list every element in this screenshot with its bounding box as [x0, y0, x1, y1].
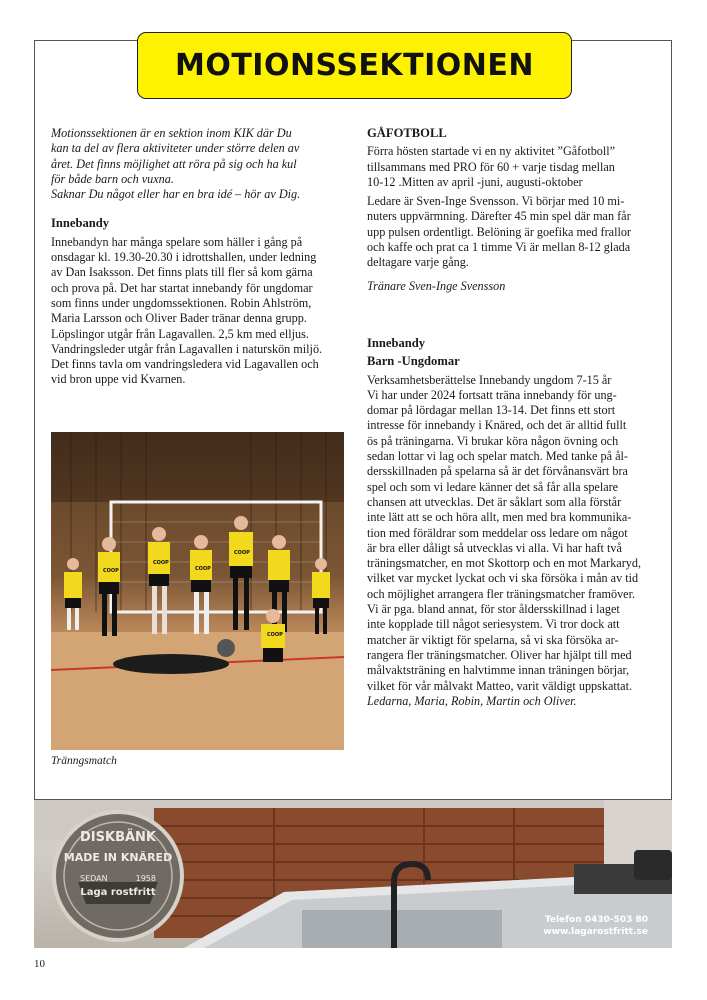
advertisement [34, 800, 672, 948]
page-number: 10 [34, 958, 45, 970]
intro-line: året. Det finns möjlighet att röra på sig och ha kul [51, 156, 297, 171]
body-line: tion med föräldrar som meddelar oss ledare om något [367, 525, 628, 540]
body-line: Ledare är Sven-Inge Svensson. Vi börjar med 10 mi- [367, 194, 625, 209]
body-line: och prova på. Det har startat innebandy för ungdomar [51, 280, 313, 295]
page-title: MOTIONSSEKTIONEN [174, 48, 535, 83]
innebandy-ungdom-heading: Innebandy [367, 335, 426, 350]
ad-phone: Telefon 0430-503 80 [544, 915, 648, 925]
innebandy-signature: Ledarna, Maria, Robin, Martin och Oliver. [367, 693, 577, 708]
gafotboll-heading: GÅFOTBOLL [367, 126, 447, 140]
body-line: och möjlighet arrangera fler träningsmatcher framöver. [367, 586, 636, 601]
badge-year-text: 1958 [135, 874, 156, 883]
body-line: målvaktsträning en halvtimme innan träningen börjar, [367, 663, 630, 678]
body-line: nuters uppvärmning. Därefter 45 min spel där man får [367, 209, 631, 224]
body-line: Vi har under 2024 fortsatt träna innebandy för ung- [367, 387, 617, 402]
body-line: onsdagar kl. 19.30-20.30 i idrottshallen, under ledning [51, 250, 317, 265]
gafotboll-body [367, 144, 663, 270]
intro-line: kan ta del av flera aktiviteter under större delen av [51, 141, 300, 156]
badge-since-text: SEDAN [80, 874, 108, 883]
intro-line: för både barn och vuxna. [51, 171, 174, 186]
body-line: Verksamhetsberättelse Innebandy ungdom 7-15 år [367, 372, 612, 387]
body-line: Löpslingor utgår från Lagavallen. 2,5 km med elljus. [51, 326, 309, 341]
innebandy-ungdom-subheading: Barn -Ungdomar [367, 354, 460, 369]
badge-top-text: DISKBÄNK [80, 830, 156, 845]
body-line: spel och som vi ledare känner det så får alla spelare [367, 479, 619, 494]
body-line: och kaffe och prat ca 1 timme Vi är mellan 8-12 glada [367, 240, 631, 255]
team-photo [51, 432, 344, 750]
body-line: träningsmatcher, en mot Skottorp och en mot Markaryd, [367, 556, 642, 571]
body-line: sedan lottar vi lag och spelar match. Med tanke på ål- [367, 449, 628, 464]
ad-badge [54, 830, 182, 898]
body-line: rangera fler träningsmatcher. Oliver har hjälpt till med [367, 647, 632, 662]
body-line: deltagare varje gång. [367, 255, 469, 270]
body-line: upp pulsen ordentligt. Belöning är goefika med frallor [367, 224, 631, 239]
ad-url[interactable]: www.lagarostfritt.se [543, 927, 648, 937]
jersey-text: COOP [267, 632, 283, 638]
body-line: domar på lördagar mellan 13-14. Det finns ett stort [367, 403, 616, 418]
body-line: inte lätt att se och höra allt, men med bra kommunika- [367, 510, 632, 525]
body-line: av Dan Isaksson. Det finns plats till fler så kom gärna [51, 265, 313, 280]
body-line: som finns under ungdomssektionen. Robin Ahlström, [51, 295, 312, 310]
innebandy-ungdom-body [367, 373, 663, 694]
right-column [367, 126, 663, 709]
gafotboll-signature: Tränare Sven-Inge Svensson [367, 278, 506, 293]
jersey-text: COOP [153, 560, 169, 566]
left-column [51, 126, 347, 388]
jersey-text: COOP [234, 550, 250, 556]
body-line: vilket för vår målvakt Matteo, varit väldigt uppskattat. [367, 678, 633, 693]
body-line: dersskillnaden på spelarna så är det förvånansvärt bra [367, 464, 628, 479]
jersey-text: COOP [195, 566, 211, 572]
badge-mid-text: MADE IN KNÄRED [63, 851, 173, 864]
body-line: vilket var mycket lyckat och vi ska försöka i mån av tid [367, 571, 639, 586]
body-line: Förra hösten startade vi en ny aktivitet ”Gåfotboll” [367, 144, 616, 159]
body-line: är bra eller dåligt så utvecklas vi alla. Vi har haft två [367, 540, 622, 555]
title-banner [137, 32, 572, 99]
body-line: Det finns tavla om vandringsledera vid Lagavallen och [51, 357, 319, 372]
innebandy-heading: Innebandy [51, 216, 110, 231]
body-line: intresse för innebandy i Knäred, och det är alltid fullt [367, 418, 627, 433]
intro-line: Motionssektionen är en sektion inom KIK där Du [51, 126, 292, 140]
body-line: matcher är viktigt för spelarna, så vi ska försöka ar- [367, 632, 619, 647]
ad-contact [543, 914, 648, 938]
intro-text [51, 126, 347, 202]
body-line: Vi är pga. bland annat, för stor åldersskillnad i laget [367, 602, 620, 617]
body-line: Maria Larsson och Oliver Bader tränar denna grupp. [51, 311, 307, 326]
body-line: 10-12 .Mitten av april -juni, augusti-oktober [367, 174, 583, 189]
body-line: ös på träningarna. Vi brukar köra någon övning och [367, 433, 619, 448]
body-line: inte kopplade till något seriesystem. Vi tror dock att [367, 617, 620, 632]
jersey-text: COOP [103, 568, 119, 574]
badge-since-row [54, 874, 182, 883]
team-photo-illustration [51, 432, 344, 750]
body-line: Vandringsleder utgår från Lagavallen i naturskön miljö. [51, 341, 323, 356]
body-line: Innebandyn har många spelare som häller i gång på [51, 234, 303, 249]
body-line: vid bron uppe vid Kvarnen. [51, 372, 186, 387]
intro-line: Saknar Du något eller har en bra idé – hör av Dig. [51, 187, 301, 202]
photo-caption: Tränngsmatch [51, 755, 117, 767]
body-line: chansen att utvecklas. Det är såklart som alla förstår [367, 494, 622, 509]
innebandy-body [51, 235, 347, 388]
badge-brand-text: Laga rostfritt [80, 887, 156, 898]
body-line: tillsammans med PRO för 60 + varje tisdag mellan [367, 159, 615, 174]
